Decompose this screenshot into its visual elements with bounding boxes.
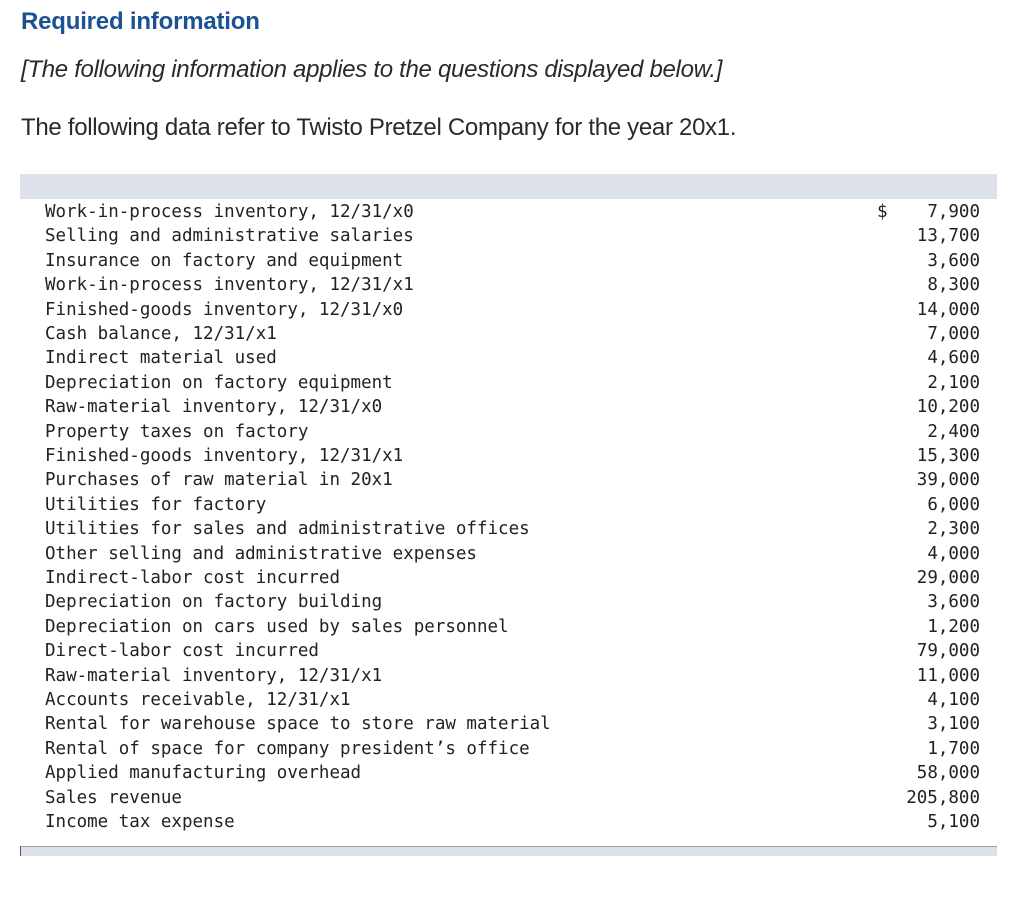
table-row [20,444,997,468]
table-row [20,712,997,736]
row-amount: 8,300 [927,275,980,296]
row-amount: 4,000 [927,543,980,564]
table-row [20,615,997,639]
table-row [20,249,997,273]
section-heading: Required information [21,8,260,35]
table-row [20,200,997,224]
intro-text: The following data refer to Twisto Pretzel Company for the year 20x1. [21,114,737,141]
table-header-bar [20,174,997,199]
row-amount: 79,000 [916,641,980,662]
row-label: Raw-material inventory, 12/31/x0 [45,397,383,418]
row-label: Selling and administrative salaries [45,226,414,247]
row-amount: 4,100 [927,690,980,710]
row-label: Insurance on factory and equipment [45,250,404,271]
row-amount: 3,600 [927,250,980,271]
row-label: Sales revenue [45,787,182,808]
row-label: Other selling and administrative expenses [45,543,477,564]
currency-symbol: $ [877,202,888,222]
row-label: Rental for warehouse space to store raw material [45,714,551,735]
row-label: Depreciation on factory building [45,592,383,613]
row-label: Income tax expense [45,812,235,832]
row-amount: 14,000 [916,299,980,320]
table-row [20,371,997,395]
row-label: Property taxes on factory [45,421,309,442]
row-amount: 13,700 [916,226,980,247]
table-row [20,517,997,541]
row-amount: 1,700 [927,738,980,759]
row-amount: 7,000 [927,324,980,344]
table-row [20,224,997,248]
table-row [20,810,997,834]
row-label: Utilities for sales and administrative offices [45,519,530,540]
table-row [20,273,997,297]
row-label: Purchases of raw material in 20x1 [45,470,393,491]
table-row [20,420,997,444]
row-amount: 2,300 [927,519,980,540]
row-amount: 11,000 [916,665,980,686]
row-amount: 7,900 [927,202,980,222]
table-row [20,688,997,712]
row-label: Raw-material inventory, 12/31/x1 [45,665,383,686]
row-label: Indirect-labor cost incurred [45,568,341,588]
table-row [20,542,997,566]
row-amount: 3,100 [927,714,980,735]
row-amount: 39,000 [916,470,980,491]
table-row [20,639,997,663]
row-label: Work-in-process inventory, 12/31/x0 [45,202,414,222]
applies-note: [The following information applies to the questions displayed below.] [21,56,723,83]
row-label: Finished-goods inventory, 12/31/x0 [45,299,404,320]
table-row [20,493,997,517]
row-label: Work-in-process inventory, 12/31/x1 [45,275,414,296]
row-amount: 6,000 [927,494,980,515]
row-label: Depreciation on cars used by sales personnel [45,616,509,637]
table-row [20,395,997,419]
table-row [20,737,997,761]
table-row [20,761,997,785]
row-amount: 58,000 [916,763,980,784]
table-row [20,322,997,346]
table-row [20,468,997,492]
row-amount: 3,600 [927,592,980,613]
row-amount: 4,600 [927,348,980,369]
table-row [20,786,997,810]
row-amount: 1,200 [927,616,980,637]
row-amount: 2,100 [927,372,980,393]
data-table [20,174,997,856]
row-label: Depreciation on factory equipment [45,372,393,393]
row-label: Accounts receivable, 12/31/x1 [45,690,351,710]
table-body [20,199,997,843]
row-amount: 29,000 [916,568,980,588]
row-label: Indirect material used [45,348,277,369]
row-amount: 5,100 [927,812,980,832]
row-label: Finished-goods inventory, 12/31/x1 [45,446,404,466]
table-footer-edge [20,846,21,856]
row-label: Direct-labor cost incurred [45,641,319,662]
row-label: Applied manufacturing overhead [45,763,362,784]
row-amount: 2,400 [927,421,980,442]
table-row [20,346,997,370]
row-amount: 15,300 [916,446,980,466]
row-label: Cash balance, 12/31/x1 [45,324,277,344]
row-label: Utilities for factory [45,494,267,515]
table-row [20,566,997,590]
table-row [20,590,997,614]
table-row [20,664,997,688]
row-label: Rental of space for company president’s office [45,738,530,759]
table-row [20,298,997,322]
row-amount: 205,800 [906,787,980,808]
table-footer-bar [20,846,997,856]
row-amount: 10,200 [916,397,980,418]
